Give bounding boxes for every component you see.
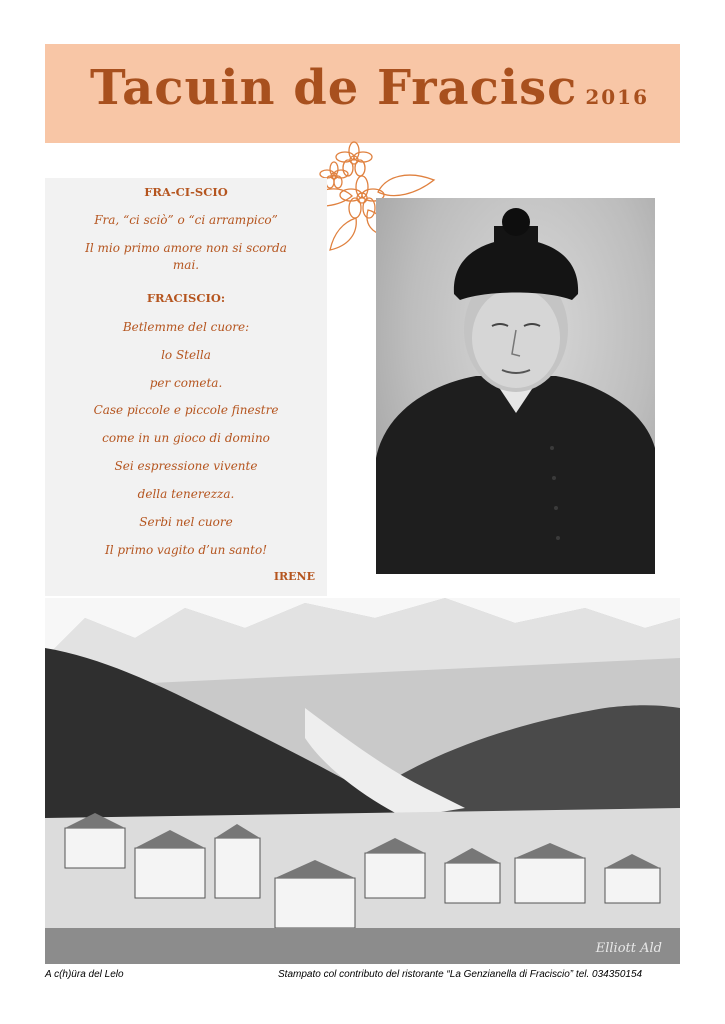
mountain-village-photo bbox=[45, 598, 680, 964]
poem-line: lo Stella bbox=[161, 348, 211, 362]
poem-line: Il primo vagito d’un santo! bbox=[104, 543, 268, 557]
footer-sponsor: Stampato col contributo del ristorante “La Genzianella di Fraciscio” tel. 034350154 bbox=[278, 969, 643, 980]
title-year: 2016 bbox=[585, 85, 650, 109]
title-banner bbox=[45, 44, 680, 143]
poem-box bbox=[45, 178, 327, 596]
poem-line: Fra, “ci sciò” o “ci arrampico” bbox=[94, 213, 278, 227]
poem-line: Sei espressione vivente bbox=[114, 459, 258, 473]
poem-line: come in un gioco di domino bbox=[102, 431, 270, 445]
poem-subheading: FRACISCIO: bbox=[146, 291, 226, 305]
poem-line: Betlemme del cuore: bbox=[122, 320, 250, 334]
poem-line: mai. bbox=[172, 258, 200, 272]
poem-signature: IRENE bbox=[273, 570, 315, 583]
poem-line: per cometa. bbox=[149, 376, 223, 390]
landscape-drawing bbox=[45, 598, 680, 964]
title-text: Tacuin de Fracisc bbox=[90, 60, 578, 116]
portrait-drawing bbox=[376, 198, 655, 574]
priest-portrait-photo bbox=[376, 198, 655, 574]
poem-line: Serbi nel cuore bbox=[139, 515, 233, 529]
poem-line: della tenerezza. bbox=[137, 487, 235, 501]
poem-heading: FRA-CI-SCIO bbox=[144, 185, 228, 199]
photo-signature: Elliott Ald bbox=[595, 941, 662, 956]
poem-line: Il mio primo amore non si scorda bbox=[85, 241, 287, 255]
footer-credit: A c(h)üra del Lelo bbox=[45, 969, 124, 980]
poem-line: Case piccole e piccole finestre bbox=[93, 403, 279, 417]
page-title bbox=[90, 58, 649, 127]
